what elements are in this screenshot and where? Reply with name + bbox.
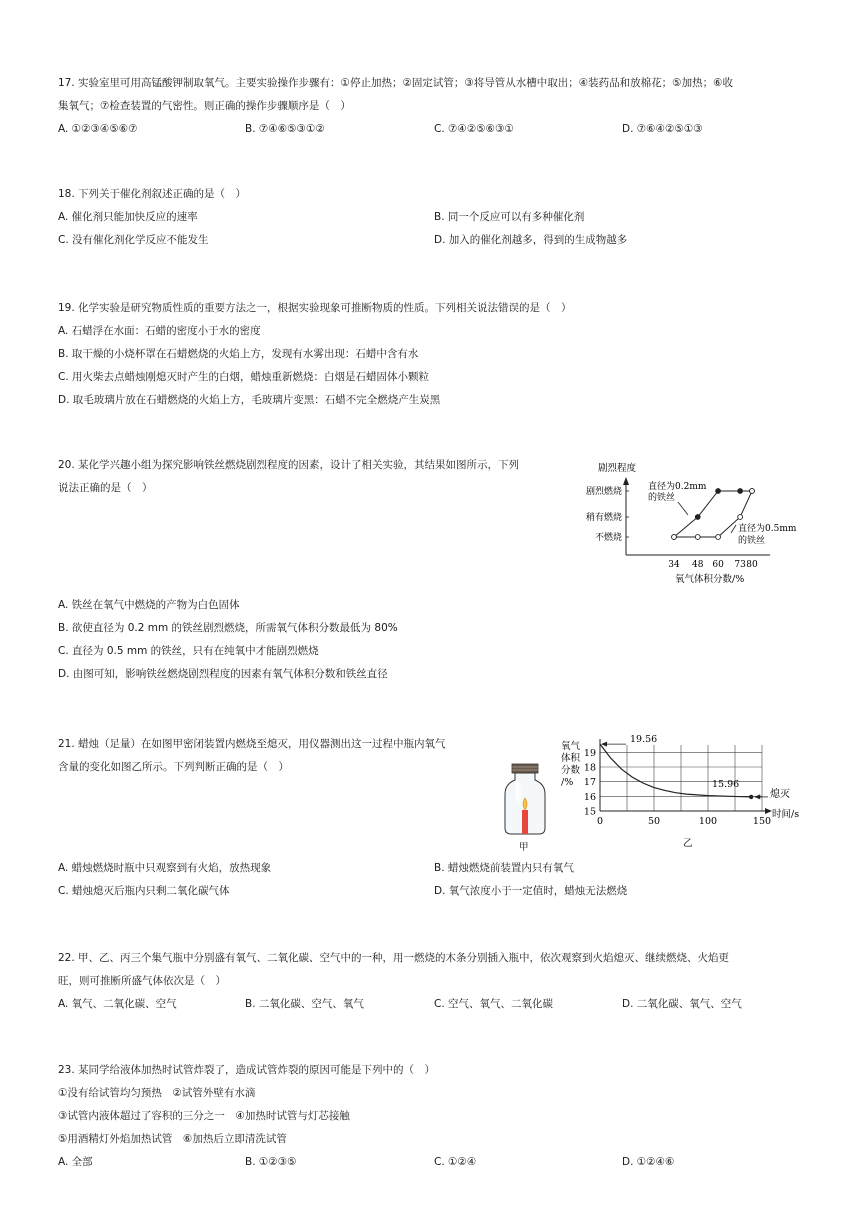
start-value-label: 19.56: [630, 734, 658, 745]
data-point: [738, 515, 743, 520]
data-point: [750, 489, 755, 494]
y-tick-label: 不燃烧: [594, 533, 622, 543]
y-tick-label: 18: [583, 762, 596, 774]
y-tick-label: 19: [583, 747, 596, 759]
series-label-0.5mm-line2: 的铁丝: [738, 536, 766, 546]
question-18: [58, 183, 803, 252]
data-point: [738, 489, 743, 494]
question-21-options: [58, 857, 803, 903]
question-stem: 21. 蜡烛（足量）在如图甲密闭装置内燃烧至熄灭，用仪器测出这一过程中瓶内氧气: [58, 738, 446, 750]
data-point: [716, 489, 721, 494]
x-tick-label: 60: [712, 560, 724, 570]
leader-line: [678, 502, 688, 515]
option-a[interactable]: A. 铁丝在氧气中燃烧的产物为白色固体: [58, 599, 240, 611]
question-stem: 旺，则可推断所盛气体依次是（ ）: [58, 975, 226, 987]
option-c[interactable]: C. 蜡烛熄灭后瓶内只剩二氧化碳气体: [58, 885, 230, 897]
chart-ylabel: 剧烈程度: [598, 463, 637, 474]
iron-wire-combustion-chart: [570, 455, 820, 590]
option-b[interactable]: B. ⑦④⑥⑤③①②: [245, 123, 325, 135]
candle-icon: [522, 810, 528, 834]
question-22: [58, 947, 803, 1016]
chart-xlabel: 时间/s: [772, 809, 800, 820]
option-a[interactable]: A. 催化剂只能加快反应的速率: [58, 211, 198, 223]
sealed-bottle-candle-figure: [495, 762, 555, 854]
bottle-cap: [512, 764, 538, 773]
data-point: [695, 535, 700, 540]
y-tick-label: 16: [583, 791, 596, 803]
y-tick-label: 稍有燃烧: [585, 513, 622, 523]
x-tick-label: 48: [692, 560, 704, 570]
statement-list-item: ①没有给试管均匀预热 ②试管外壁有水滴: [58, 1087, 256, 1099]
y-tick-label: 17: [583, 777, 596, 789]
y-tick-label: 剧烈燃烧: [585, 487, 622, 497]
x-tick-label: 34: [668, 560, 680, 570]
option-d[interactable]: D. ①②④⑥: [622, 1156, 675, 1168]
statement-list-item: ⑤用酒精灯外焰加热试管 ⑥加热后立即清洗试管: [58, 1133, 287, 1145]
data-point: [716, 535, 721, 540]
option-b[interactable]: B. 蜡烛燃烧前装置内只有氧气: [434, 862, 574, 874]
option-b[interactable]: B. 二氧化碳、空气、氧气: [245, 998, 364, 1010]
y-tick-label: 15: [583, 806, 596, 818]
end-value-label: 15.96: [712, 779, 740, 790]
option-c[interactable]: C. 空气、氧气、二氧化碳: [434, 998, 554, 1010]
series-label-0.5mm-line1: 直径为0.5mm: [738, 524, 797, 534]
y-axis-arrow: [623, 477, 629, 485]
x-tick-label: 73: [734, 560, 746, 570]
option-d[interactable]: D. 二氧化碳、氧气、空气: [622, 998, 742, 1010]
option-d[interactable]: D. 取毛玻璃片放在石蜡燃烧的火焰上方，毛玻璃片变黑：石蜡不完全燃烧产生炭黑: [58, 394, 441, 406]
series-label-0.2mm-line2: 的铁丝: [648, 493, 676, 503]
data-point: [672, 535, 677, 540]
x-axis-arrow: [765, 808, 772, 814]
question-stem: 19. 化学实验是研究物质性质的重要方法之一，根据实验现象可推断物质的性质。下列相关说法错误的是（ ）: [58, 302, 572, 314]
option-b[interactable]: B. 欲使直径为 0.2 mm 的铁丝剧烈燃烧，所需氧气体积分数最低为 80%: [58, 622, 398, 634]
option-b[interactable]: B. 同一个反应可以有多种催化剂: [434, 211, 585, 223]
end-point: [749, 795, 753, 799]
x-tick-label: 100: [698, 816, 718, 827]
question-stem: 23. 某同学给液体加热时试管炸裂了，造成试管炸裂的原因可能是下列中的（ ）: [58, 1064, 436, 1076]
question-19: [58, 297, 572, 412]
question-20-options: [58, 594, 398, 686]
chart-ylabel-line4: /%: [561, 777, 574, 788]
chart-ylabel-line2: 体积: [561, 753, 581, 764]
question-stem: 20. 某化学兴趣小组为探究影响铁丝燃烧剧烈程度的因素，设计了相关实验，其结果如图所示，下列: [58, 459, 520, 471]
option-d[interactable]: D. ⑦⑥④②⑤①③: [622, 123, 703, 135]
oxygen-content-chart: [560, 733, 832, 851]
option-a[interactable]: A. 蜡烛燃烧时瓶中只观察到有火焰，放热现象: [58, 862, 272, 874]
option-a[interactable]: A. 氧气、二氧化碳、空气: [58, 998, 177, 1010]
option-d[interactable]: D. 由图可知，影响铁丝燃烧剧烈程度的因素有氧气体积分数和铁丝直径: [58, 668, 388, 680]
question-stem: 集氧气；⑦检查装置的气密性。则正确的操作步骤顺序是（ ）: [58, 100, 351, 112]
chart-xlabel: 氧气体积分数/%: [675, 574, 745, 585]
option-c[interactable]: C. ⑦④②⑤⑥③①: [434, 123, 514, 135]
extinguish-label: 熄灭: [770, 789, 790, 800]
end-arrow: [754, 794, 760, 799]
figure-caption-yi: 乙: [683, 838, 693, 849]
option-a[interactable]: A. 石蜡浮在水面：石蜡的密度小于水的密度: [58, 325, 261, 337]
question-21: [58, 733, 446, 779]
x-tick-label: 150: [752, 816, 772, 827]
option-c[interactable]: C. 没有催化剂化学反应不能发生: [58, 234, 209, 246]
statement-list-item: ③试管内液体超过了容积的三分之一 ④加热时试管与灯芯接触: [58, 1110, 350, 1122]
option-c[interactable]: C. 用火柴去点蜡烛刚熄灭时产生的白烟，蜡烛重新燃烧：白烟是石蜡固体小颗粒: [58, 371, 430, 383]
option-b[interactable]: B. 取干燥的小烧杯罩在石蜡燃烧的火焰上方，发现有水雾出现：石蜡中含有水: [58, 348, 419, 360]
option-a[interactable]: A. ①②③④⑤⑥⑦: [58, 123, 138, 135]
question-stem: 17. 实验室里可用高锰酸钾制取氧气。主要实验操作步骤有：①停止加热；②固定试管；③将导管从水槽中取出；④装药品和放棉花；⑤加热；⑥收: [58, 77, 734, 89]
option-c[interactable]: C. 直径为 0.5 mm 的铁丝，只有在纯氧中才能剧烈燃烧: [58, 645, 319, 657]
option-d[interactable]: D. 氧气浓度小于一定值时，蜡烛无法燃烧: [434, 885, 628, 897]
chart-ylabel-line1: 氧气: [561, 741, 581, 752]
x-tick-label: 80: [746, 560, 758, 570]
chart-ylabel-line3: 分数: [561, 765, 581, 776]
question-20: [58, 454, 519, 500]
x-tick-label: 50: [647, 816, 661, 827]
question-stem: 含量的变化如图乙所示。下列判断正确的是（ ）: [58, 761, 289, 773]
data-point: [695, 515, 700, 520]
question-23: [58, 1059, 803, 1174]
x-tick-label: 0: [596, 816, 604, 827]
option-d[interactable]: D. 加入的催化剂越多，得到的生成物越多: [434, 234, 628, 246]
question-stem: 说法正确的是（ ）: [58, 482, 153, 494]
leader-line: [731, 525, 736, 533]
question-stem: 22. 甲、乙、丙三个集气瓶中分别盛有氧气、二氧化碳、空气中的一种，用一燃烧的木条分别插入瓶中，依次观察到火焰熄灭、继续燃烧、火焰更: [58, 952, 730, 964]
option-a[interactable]: A. 全部: [58, 1156, 93, 1168]
option-c[interactable]: C. ①②④: [434, 1156, 477, 1168]
series-label-0.2mm-line1: 直径为0.2mm: [648, 482, 707, 492]
question-17: [58, 72, 803, 141]
figure-caption-jia: 甲: [519, 842, 529, 853]
question-stem: 18. 下列关于催化剂叙述正确的是（ ）: [58, 188, 247, 200]
option-b[interactable]: B. ①②③⑤: [245, 1156, 297, 1168]
